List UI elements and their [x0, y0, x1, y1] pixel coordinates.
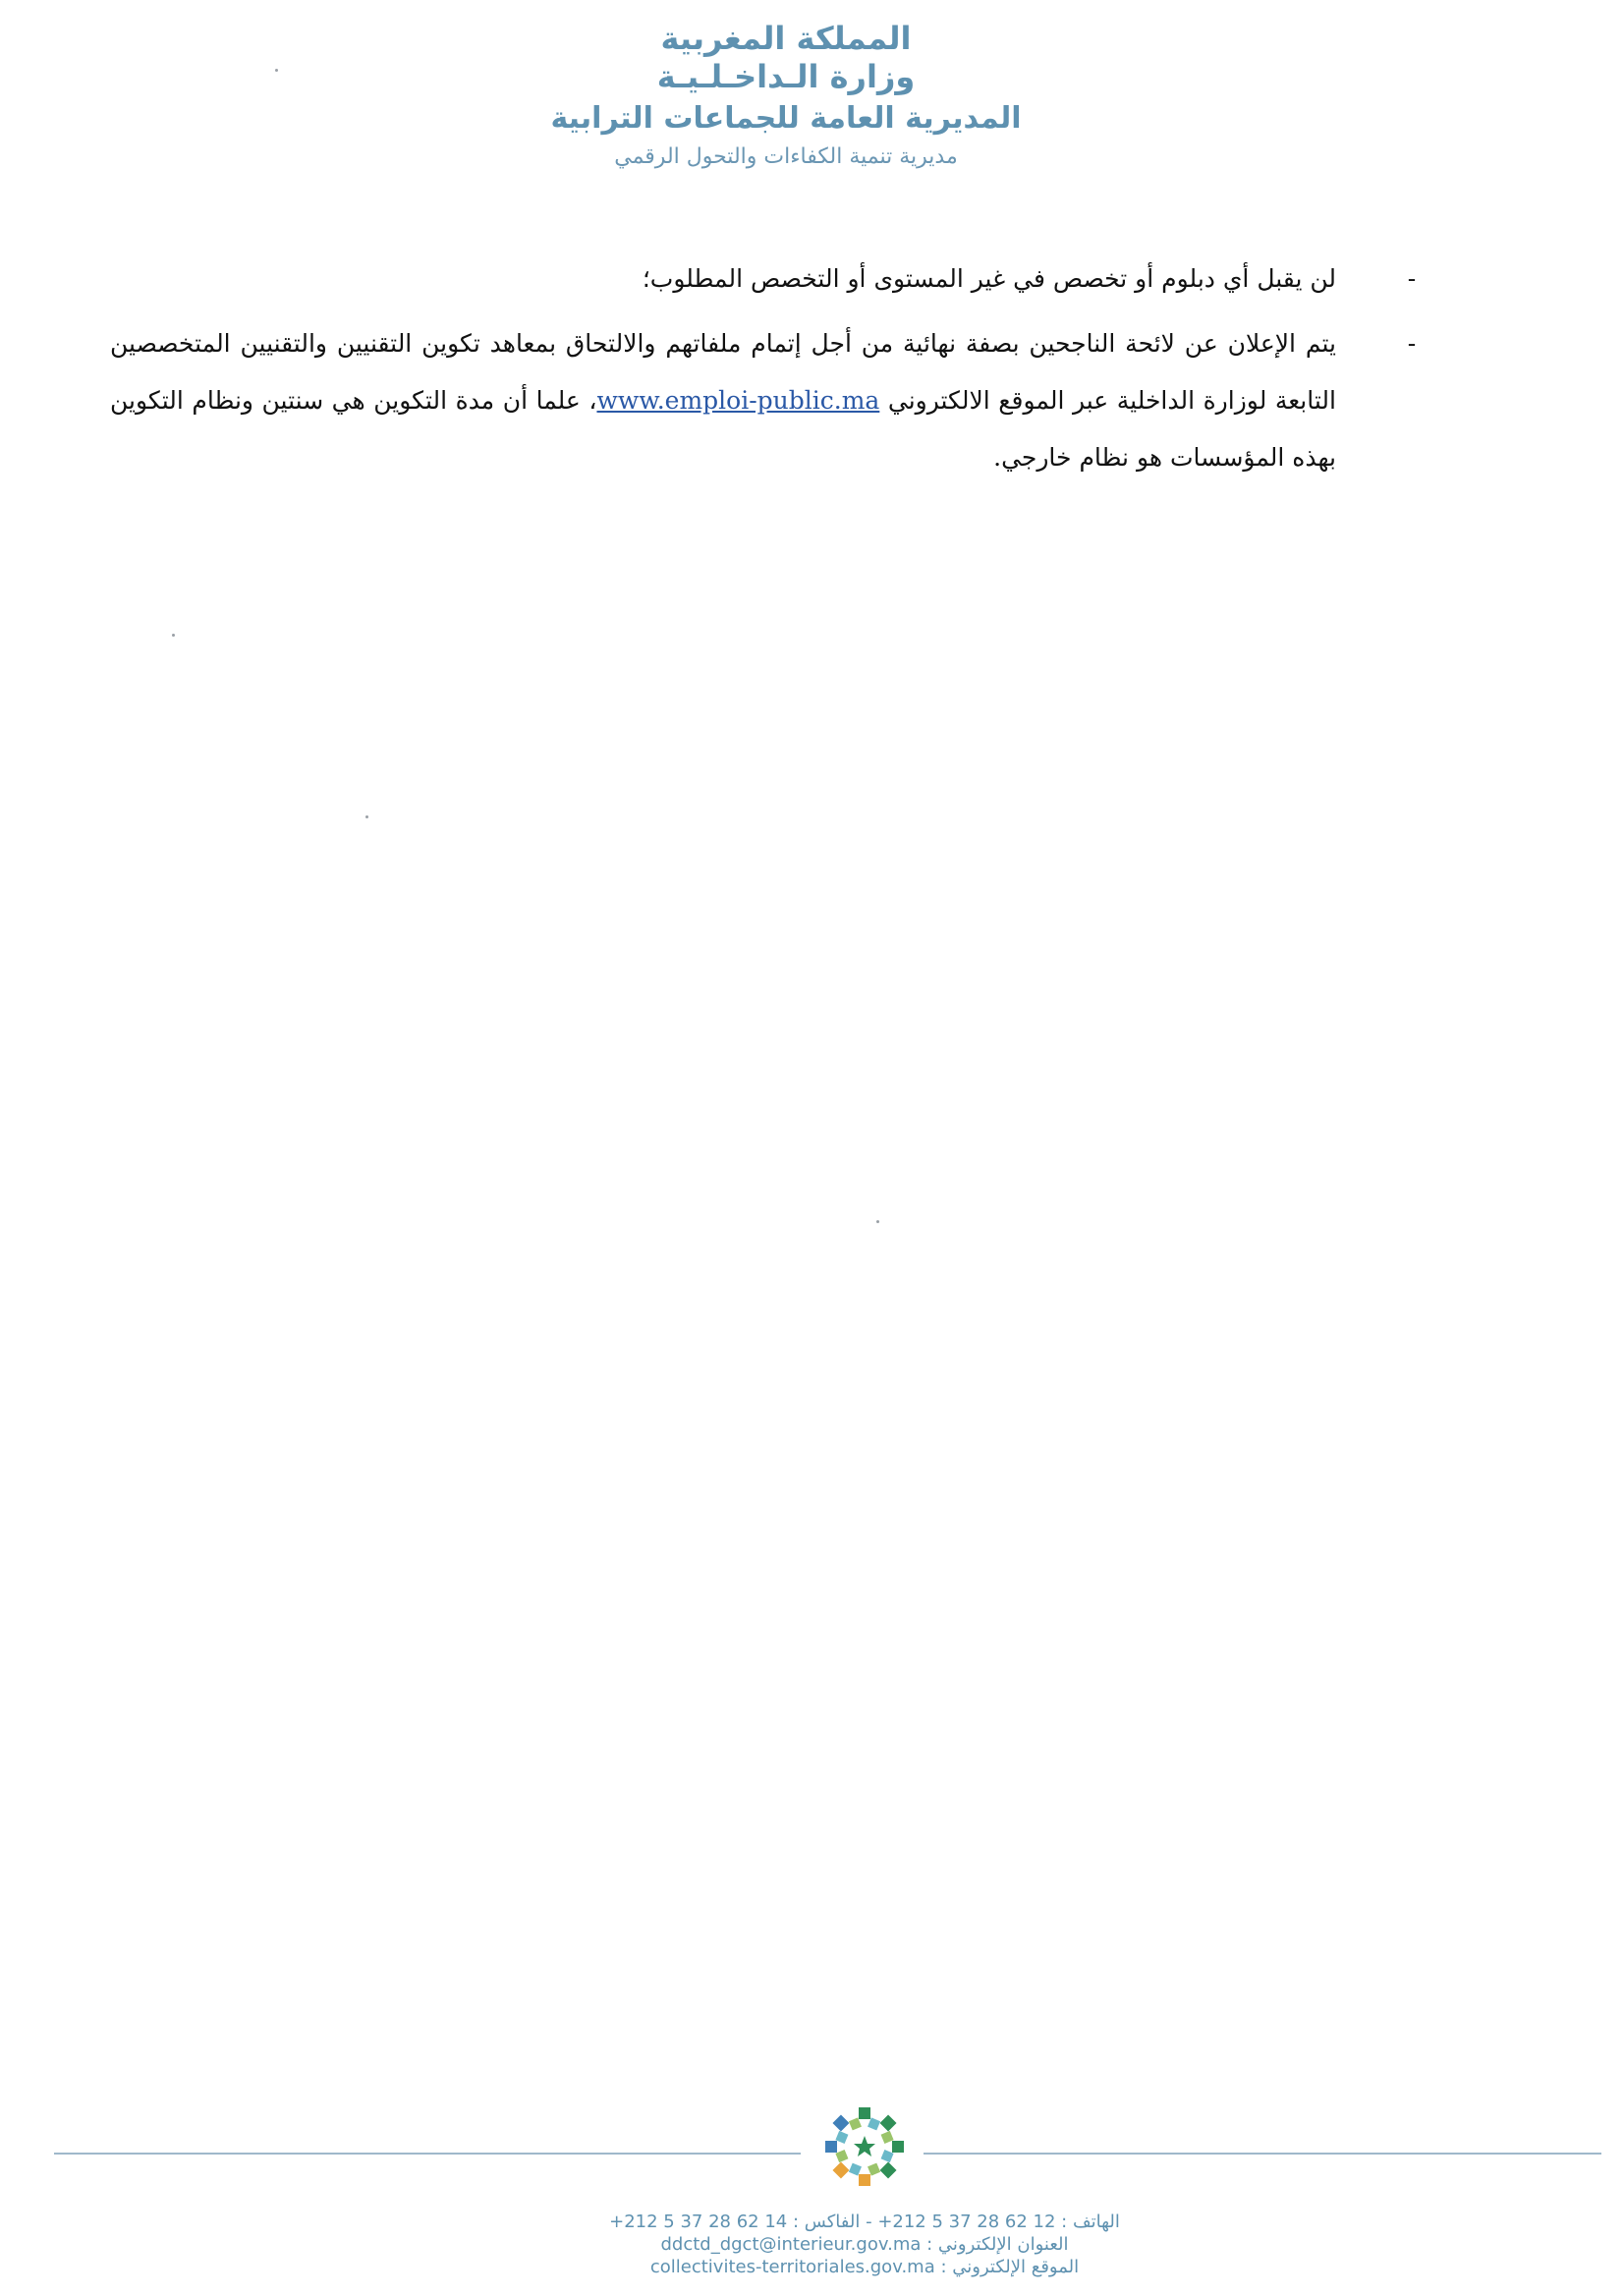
- footer-email-line: [550, 2233, 1179, 2256]
- list-item: [110, 315, 1417, 486]
- star-emblem-icon: [815, 2102, 914, 2191]
- phone-number: +212 5 37 28 62 12: [877, 2212, 1056, 2232]
- fax-number: +212 5 37 28 62 14: [609, 2212, 788, 2232]
- letterhead-kingdom: المملكة المغربية: [660, 20, 912, 57]
- document-body: [110, 251, 1417, 494]
- list-item-text: لن يقبل أي دبلوم أو تخصص في غير المستوى أو التخصص المطلوب؛: [642, 264, 1336, 293]
- website-address[interactable]: collectivites-territoriales.gov.ma: [649, 2257, 935, 2277]
- scan-speck: [876, 1220, 879, 1223]
- footer-phone-fax-line: [550, 2211, 1179, 2233]
- scan-speck: [365, 815, 368, 818]
- letterhead: [511, 20, 1061, 173]
- letterhead-directorate-general: المديرية العامة للجماعات الترابية: [550, 101, 1022, 136]
- list-bullet: -: [1407, 264, 1417, 293]
- list-item: [110, 251, 1417, 308]
- scan-speck: [275, 69, 278, 72]
- letterhead-ministry: وزارة الـداخـلـيـة: [656, 58, 916, 95]
- email-address[interactable]: ddctd_dgct@interieur.gov.ma: [660, 2234, 922, 2255]
- footer-divider-left: [54, 2153, 801, 2155]
- scan-speck: [172, 634, 175, 637]
- footer-website-line: [550, 2256, 1179, 2278]
- email-label: العنوان الإلكتروني :: [926, 2234, 1069, 2255]
- emploi-public-link[interactable]: www.emploi-public.ma: [596, 386, 880, 415]
- website-label: الموقع الإلكتروني :: [940, 2257, 1080, 2277]
- list-bullet: -: [1407, 329, 1417, 358]
- phone-label: الهاتف :: [1061, 2212, 1120, 2232]
- footer-divider-right: [924, 2153, 1601, 2155]
- footer-contact: [550, 2211, 1179, 2278]
- list-item-text-part: يتم الإعلان عن لائحة الناجحين بصفة نهائية من أجل إتمام ملفاتهم والالتحاق بمعاهد تكوين التقنيين والتقنيين المتخصصين التابعة لوزارة الداخلية عبر الموقع الالكتروني: [110, 329, 1336, 415]
- fax-label: - الفاكس :: [792, 2212, 872, 2232]
- letterhead-directorate: مديرية تنمية الكفاءات والتحول الرقمي: [614, 144, 958, 169]
- list-item-text-part: ، علما أن مدة التكوين هي سنتين ونظام التكوين بهذه المؤسسات هو نظام خارجي.: [110, 386, 1336, 472]
- list-item-text: [110, 315, 1387, 486]
